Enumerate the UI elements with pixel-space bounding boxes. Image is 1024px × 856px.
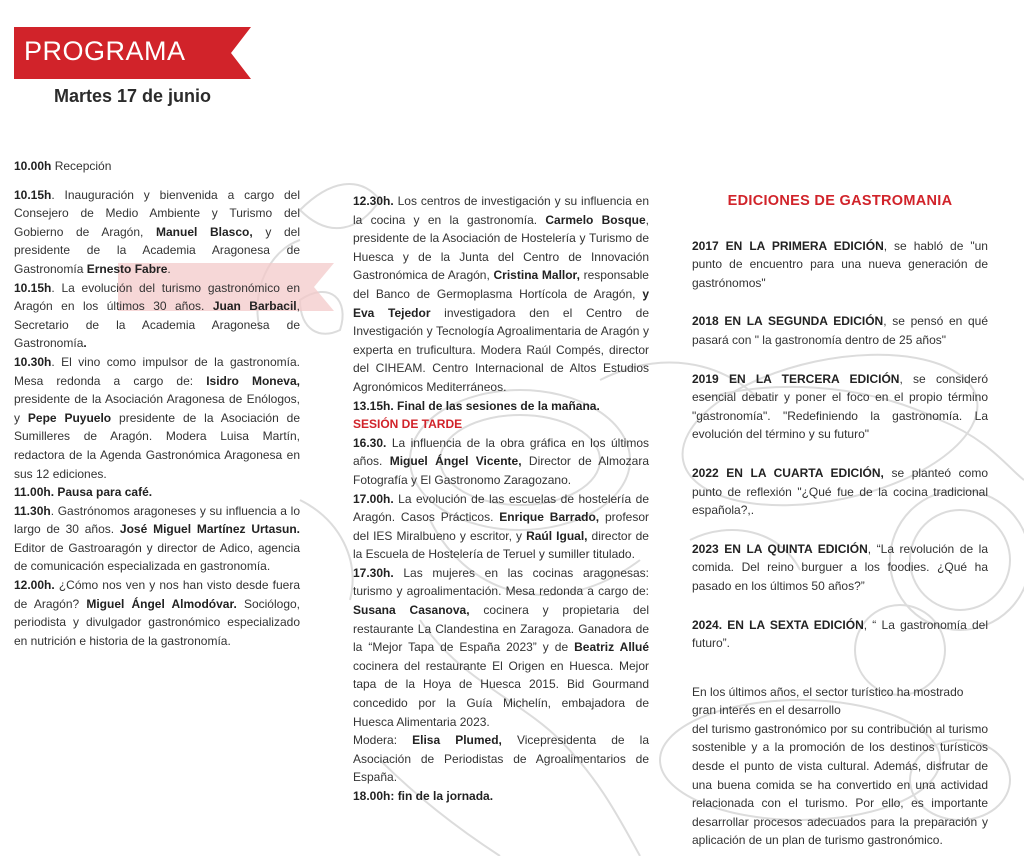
program-item: 17.30h. Las mujeres en las cocinas aragonesas: turismo y agroalimentación. Mesa redonda a cargo de: Susana Casanova, cocinera y propietaria del restaurante La Clandestina en Zaragoza. Ganadora de la “Mejor Tapa de España 2023” y de Beatriz Allué cocinera del restaurante El Origen en Huesca. Mejor tapa de la Hoya de Huesca 2015. Bid Gourmand concedido por la Guía Michelín, embajadora de Huesca Alimentaria 2023. [353,565,649,729]
edition-item: 2019 EN LA TERCERA EDICIÓN, se consideró esencial debatir y poner el foco en el propio término "gastronomía". "Redefiniendo la gastronomía. La evolución del término y su futuro" [692,371,988,442]
program-item: 12.30h. Los centros de investigación y su influencia en la cocina y en la gastronomía. Carmelo Bosque, presidente de la Asociación de Hostelería y Turismo de Huesca y de la Junta del Centro de Innovación Gastronómica de Aragón, Cristina Mallor, responsable del Banco de Germoplasma Hortícola de Aragón, y Eva Tejedor investigadora den el Centro de Investigación y Tecnología Agroalimentaria de Aragón y experta en truficultura. Modera Raúl Compés, director del CIHEAM. Centro Internacional de Altos Estudios Agronómicos Mediterráneos. [353,194,649,394]
program-item: 16.30. La influencia de la obra gráfica en los últimos años. Miguel Ángel Vicente, Director de Almozara Fotografía y El Gastronomo Zaragozano. [353,435,649,487]
program-item: 17.00h. La evolución de las escuelas de hostelería de Aragón. Casos Prácticos. Enrique Barrado, profesor del IES Miralbueno y escritor, y Raúl Igual, director de la Escuela de Hostelería de Teruel y sumiller titulado. [353,491,650,562]
program-item: 10.15h. Inauguración y bienvenida a cargo del Consejero de Medio Ambiente y Turismo del Gobierno de Aragón, Manuel Blasco, y del presidente de la Academia Aragonesa de Gastronomía Ernesto Fabre. [14,187,300,276]
program-item: 11.30h. Gastrónomos aragoneses y su influencia a lo largo de 30 años. José Miguel Martínez Urtasun. Editor de Gastroaragón y director de Adico, agencia de comunicación especializada en gastronomía. [14,503,301,574]
program-item: 10.15h. La evolución del turismo gastronómico en Aragón en los últimos 30 años. Juan Barbacil, Secretario de la Academia Aragonesa de Gastronomía. [14,280,300,351]
program-item: 18.00h: fin de la jornada. [353,789,494,803]
edition-item: 2023 EN LA QUINTA EDICIÓN, “La revolución de la comida. Del reino burguer a los foodies. ¿Qué ha pasado en los últimos 50 años?” [692,541,988,593]
program-item: 13.15h. Final de las sesiones de la mañana. [353,398,600,413]
edition-item: 2017 EN LA PRIMERA EDICIÓN, se habló de "un punto de encuentro para una nueva generación de gastrónomos" [692,238,988,290]
session-heading: SESIÓN DE TARDE [353,417,463,432]
edition-item: 2024. EN LA SEXTA EDICIÓN, “ La gastronomía del futuro”. [692,617,988,651]
event-date: Martes 17 de junio [54,86,212,106]
editions-title: EDICIONES DE GASTROMANIA [727,193,953,209]
program-item: 12.00h. ¿Cómo nos ven y nos han visto desde fuera de Aragón? Miguel Ángel Almodóvar. Sociólogo, periodista y divulgador gastronómico especializado en nutrición e historia de la gastronomía. [14,578,300,648]
program-column-afternoon [353,192,649,806]
program-item: 10.30h. El vino como impulsor de la gastronomía. Mesa redonda a cargo de: Isidro Moneva, presidente de la Asociación Aragonesa de Enólogos, y Pepe Puyuelo presidente de la Asociación de Sumilleres de Aragón. Modera Luisa Martín, redactora de la Agenda Gastronómica Aragonesa en sus 12 ediciones. [14,354,300,481]
programa-banner [14,27,251,79]
closing-paragraph: del turismo gastronómico por su contribución al turismo sostenible y a la promoción de los destinos turísticos desde el punto de vista cultural. Además, disfrutar de una buena comida se ha convertido en una actividad relacionada con el turismo. Por ello, es importante desarrollar procesos adecuados para la preparación y aplicación de un plan de turismo gastronómico. [692,721,988,848]
edition-item: 2018 EN LA SEGUNDA EDICIÓN, se pensó en qué pasará con " la gastronomía dentro de 25 años" [692,314,988,347]
editions-column [692,192,988,850]
edition-item: 2022 EN LA CUARTA EDICIÓN, se planteó como punto de reflexión "¿Qué fue de la cocina tradicional española?,. [692,465,989,518]
program-item: 10.00h Recepción [14,159,112,173]
program-item: 11.00h. Pausa para café. [14,485,153,500]
closing-paragraph-intro: En los últimos años, el sector turístico ha mostrado gran interés en el desarrollo [692,684,964,718]
program-item: Modera: Elisa Plumed, Vicepresidenta de la Asociación de Periodistas de Agroalimentarios de España. [353,733,649,785]
program-column-morning [14,157,300,650]
banner-title: PROGRAMA [24,36,186,66]
